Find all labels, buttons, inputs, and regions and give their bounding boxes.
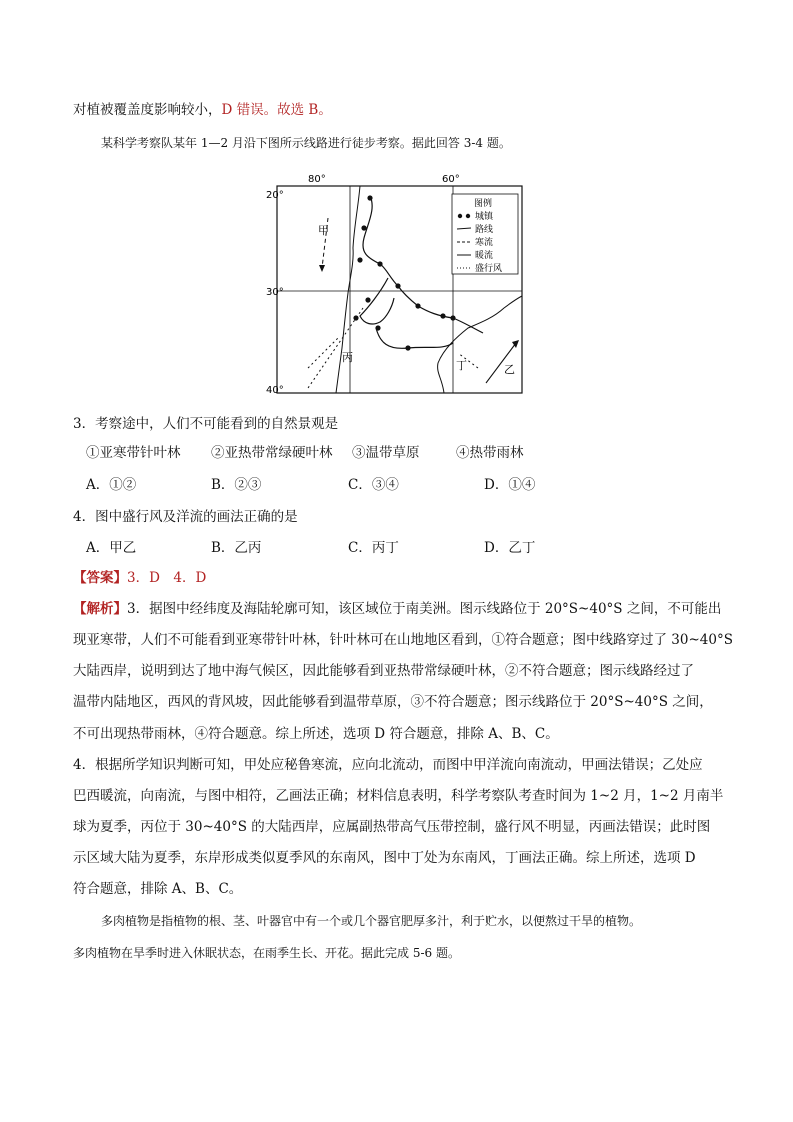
q3-stem: 3．考察途中，人们不可能看到的自然景观是 xyxy=(73,416,339,432)
label-bing: 丙 xyxy=(342,351,353,364)
q3-item-2: ②亚热带常绿硬叶林 xyxy=(211,445,333,461)
lon-label-60: 60° xyxy=(442,174,460,185)
q3-option-a: A．①② xyxy=(86,477,137,493)
analysis-line-6: 4．根据所学知识判断可知，甲处应秘鲁寒流，应向北流动，而图中甲洋流向南流动，甲画法错误；乙处应 xyxy=(73,757,703,773)
legend-wind: 盛行风 xyxy=(475,264,503,274)
q4-option-d: D．乙丁 xyxy=(484,540,536,556)
label-yi: 乙 xyxy=(504,363,515,376)
passage-1: 某科学考察队某年 1—2 月沿下图所示线路进行徒步考察。据此回答 3-4 题。 xyxy=(101,136,511,150)
intro-tail-line xyxy=(73,100,332,120)
q3-item-4: ④热带雨林 xyxy=(456,445,524,461)
lat-label-40: 40° xyxy=(266,385,284,396)
answer-line xyxy=(73,568,206,588)
q3-item-1: ①亚寒带针叶林 xyxy=(86,445,181,461)
legend-town: 城镇 xyxy=(475,212,494,222)
analysis-line-7: 巴西暖流，向南流，与图中相符，乙画法正确；材料信息表明，科学考察队考查时间为 1~2 月，1~2 月南半 xyxy=(73,788,724,804)
analysis-line-5: 不可出现热带雨林，④符合题意。综上所述，选项 D 符合题意，排除 A、B、C。 xyxy=(73,726,559,742)
analysis-line-9: 示区域大陆为夏季，东岸形成类似夏季风的东南风，图中丁处为东南风，丁画法正确。综上所述，选项 D xyxy=(73,850,696,866)
legend-route: 路线 xyxy=(475,225,494,235)
lon-label-80: 80° xyxy=(308,174,326,185)
intro-tail-conclusion: 故选 B。 xyxy=(277,102,332,118)
analysis-line-3: 大陆西岸，说明到达了地中海气候区，因此能够看到亚热带常绿硬叶林，②不符合题意；图示线路经过了 xyxy=(73,663,694,679)
answer-text: 3．D 4．D xyxy=(127,570,207,586)
passage-2-line-1: 多肉植物是指植物的根、茎、叶器官中有一个或几个器官肥厚多汁，利于贮水，以便熬过干旱的植物。 xyxy=(101,914,642,928)
analysis-line-1 xyxy=(73,599,721,619)
label-jia: 甲 xyxy=(318,224,329,237)
q3-option-c: C．③④ xyxy=(348,477,399,493)
q3-option-d: D．①④ xyxy=(484,477,536,493)
q4-option-a: A．甲乙 xyxy=(86,540,137,556)
analysis-line-8: 球为夏季，丙位于 30~40°S 的大陆西岸，应属副热带高气压带控制，盛行风不明显，丙画法错误；此时图 xyxy=(73,819,711,835)
south-america-route-map xyxy=(268,168,530,400)
lat-label-20: 20° xyxy=(266,190,284,201)
analysis-label: 【解析】 xyxy=(73,601,127,617)
legend-title: 图例 xyxy=(474,199,493,209)
q3-item-3: ③温带草原 xyxy=(352,445,420,461)
legend-warm: 暖流 xyxy=(475,251,494,261)
analysis-line-4: 温带内陆地区，西风的背风坡，因此能够看到温带草原，③不符合题意；图示线路位于 20°S~40°S 之间， xyxy=(73,694,713,710)
analysis-text-1: 3．据图中经纬度及海陆轮廓可知，该区域位于南美洲。图示线路位于 20°S~40°S 之间，不可能出 xyxy=(127,601,722,617)
lat-label-30: 30° xyxy=(266,287,284,298)
legend-cold: 寒流 xyxy=(475,238,494,248)
answer-label: 【答案】 xyxy=(73,570,127,586)
q4-stem: 4．图中盛行风及洋流的画法正确的是 xyxy=(73,509,298,525)
analysis-line-2: 现亚寒带，人们不可能看到亚寒带针叶林，针叶林可在山地地区看到，①符合题意；图中线路穿过了 30~40°S xyxy=(73,632,733,648)
label-ding: 丁 xyxy=(456,359,467,372)
intro-tail-red: D 错误。 xyxy=(221,102,278,118)
analysis-line-10: 符合题意，排除 A、B、C。 xyxy=(73,881,243,897)
passage-2-line-2: 多肉植物在旱季时进入休眠状态，在雨季生长、开花。据此完成 5-6 题。 xyxy=(73,946,460,960)
q4-option-c: C．丙丁 xyxy=(348,540,399,556)
intro-tail-text: 对植被覆盖度影响较小， xyxy=(73,102,222,118)
q3-option-b: B．②③ xyxy=(211,477,262,493)
q4-option-b: B．乙丙 xyxy=(211,540,262,556)
